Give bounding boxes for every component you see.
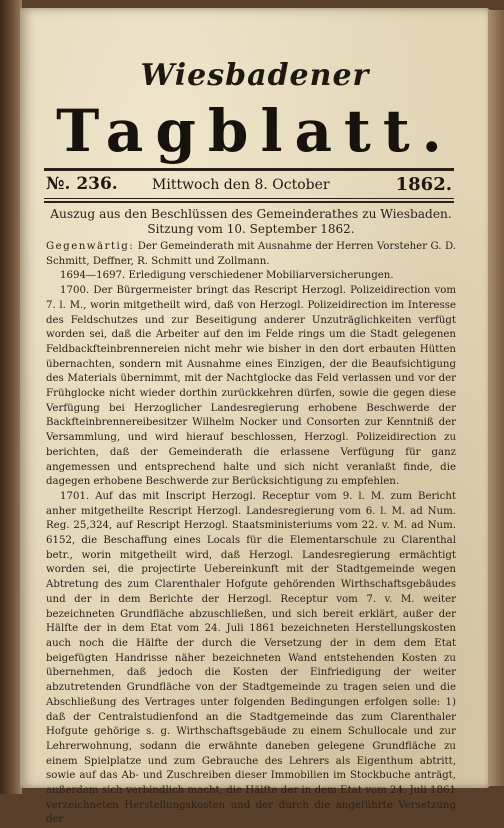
page-edge [488,10,504,786]
issue-year: 1862. [395,174,452,195]
resolution-entry [46,284,456,490]
dateline-rule [44,198,454,199]
entry-number: 1694—1697. [60,270,126,282]
resolution-entry [46,490,456,828]
present-label: Gegenwärtig: [46,241,135,252]
dateline-rule-2 [44,201,454,203]
resolution-entry [46,269,456,284]
masthead-line-2: Tagblatt. [56,97,454,165]
book-gutter [0,0,22,794]
present-text: Der Gemeinderath mit Ausnahme der Herren Vorsteher G. D. Schmitt, Deffner, R. Schmitt und Zollmann. [46,241,456,267]
issue-number: №. 236. [46,174,118,194]
masthead-rule [44,168,454,171]
entry-number: 1701. [60,490,90,502]
issue-date: Mittwoch den 8. October [152,177,330,193]
entry-text: Auf das mit Inscript Herzogl. Receptur vom 9. l. M. zum Bericht anher mitgetheilte Rescript Herzogl. Landesregierung vom 6. l. M. ad Num. Reg. 25,324, auf Rescript Herzogl. Staatsministeriums vom 22. v. M. ad Num. 6152, die Beschaffung eines Locals für die Elementarschule zu Clarenthal betr., worin mitgetheilt wird, daß Herzogl. Landesregierung ermächtigt worden sei, die projectirte Uebereinkunft mit der Stadtgemeinde wegen Abtretung des zum Clarenthaler Hofgute gehörenden Wirthschaftsgebäudes und der in dem Berichte der Herzogl. Receptur vom 7. v. M. weiter bezeichneten Grundfläche abzuschließen, und sich bereit erklärt, außer der Hälfte der in dem Etat vom 24. Juli 1861 bezeichneten Herstellungskosten auch noch die Hälfte der durch die Versetzung der in dem dem Etat beigefügten Handrisse näher bezeichneten Wand entstehenden Kosten zu übernehmen, daß jedoch die Kosten der Einfriedigung der weiter abzutretenden Grundfläche von der Stadtgemeinde zu tragen seien und die Abschließung des Vertrages unter folgenden Bedingungen erfolgen solle: 1) daß der Centralstudienfond an die Stadtgemeinde das zum Clarenthaler Hofgute gehörige s. g. Wirthschaftsgebäude zu einem Schullocale und zur Lehrerwohnung, sodann die erwähnte daneben gelegene Grundfläche zu einem Spielplatze und zum Gebrauche des Lehrers als Eigenthum abtritt, sowie auf das Ab- und Zuschreiben dieser Immobilien im Stockbuche anträgt, außerdem sich verbindlich macht, die Hälfte der in dem Etat vom 24. Juli 1861 verzeichneten Herstellungskosten und der durch die angeführte Versetzung der [46,490,456,826]
attendance-paragraph [46,240,456,269]
session-date: Sitzung vom 10. September 1862. [147,222,355,236]
entry-text: Erledigung verschiedener Mobiliarversicherungen. [128,270,394,282]
article [46,206,456,828]
article-heading: Auszug aus den Beschlüssen des Gemeinderathes zu Wiesbaden. [50,207,452,221]
entry-number: 1700. [60,285,90,297]
entry-text: Der Bürgermeister bringt das Rescript Herzogl. Polizeidirection vom 7. l. M., worin mitgetheilt wird, daß von Herzogl. Polizeidirection im Interesse des Feldschutzes und zur Beseitigung anderer Unzuträglichkeiten verfügt worden sei, daß die Arbeiter auf den im Felde rings um die Stadt gelegenen Feldbackfteinbrennereien nicht mehr wie bisher in den dort erbauten Hütten übernachten, sondern mit Ausnahme eines Einzigen, der die Beaufsichtigung des Materials übernimmt, mit der Nachtglocke das Feld verlassen und vor der Frühglocke nicht wieder dorthin zurückkehren dürfen, sowie die gegen diese Verfügung bei Herzoglicher Landesregierung erhobene Beschwerde der Backfteinbrennereibesitzer Wilhelm Nocker und Consorten zur Kenntniß der Versammlung, und wird hierauf beschlossen, Herzogl. Polizeidirection zu berichten, daß der Gemeinderath die erlassene Verfügung für ganz angemessen und entsprechend halte und sich nicht veranlaßt finde, die dagegen erhobene Beschwerde zur Berücksichtigung zu empfehlen. [46,285,456,488]
masthead-line-1: Wiesbadener [140,58,370,93]
